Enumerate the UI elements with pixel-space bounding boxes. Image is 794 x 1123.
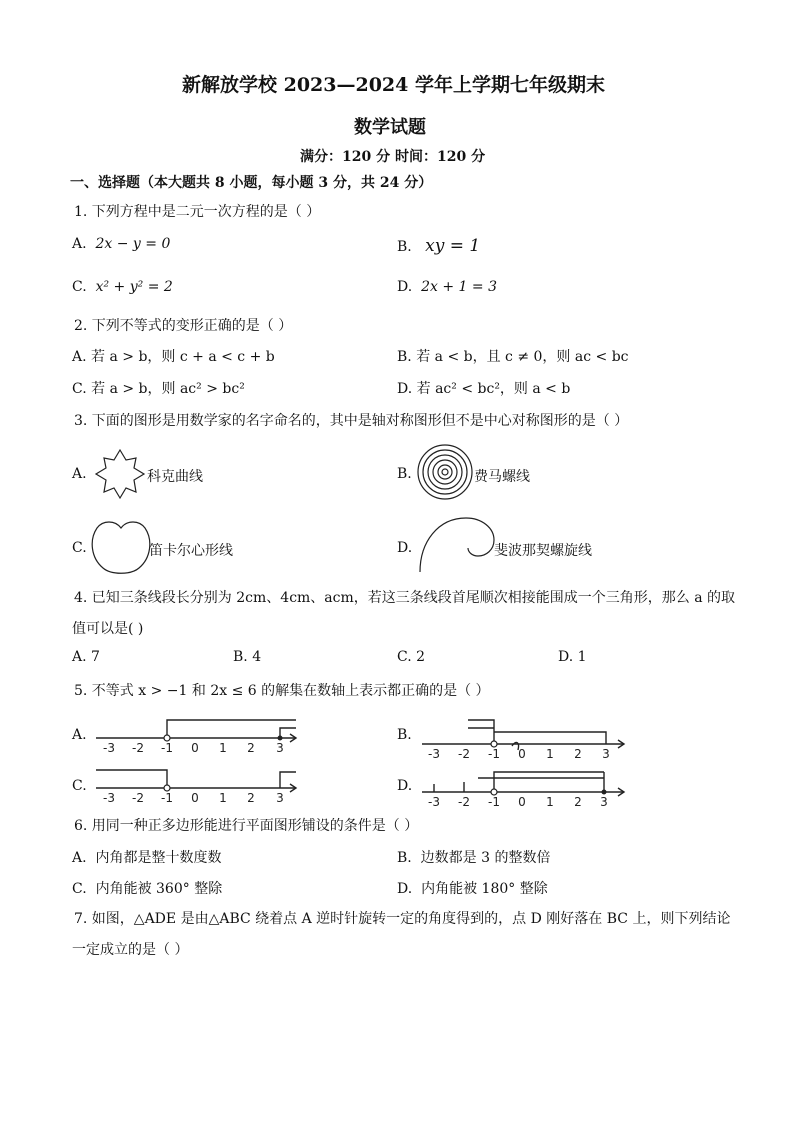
tick-label: 0 <box>518 747 526 760</box>
cardioid-figure <box>89 518 153 576</box>
tick-label: 1 <box>546 747 554 760</box>
question-3-stem: 3. 下面的图形是用数学家的名字命名的，其中是轴对称图形但不是中心对称图形的是（ ） <box>74 413 629 429</box>
page-title: 新解放学校 2023—2024 学年上学期七年级期末 <box>182 74 605 96</box>
q2-option-c[interactable]: C. 若 a > b，则 ac² > bc² <box>72 381 245 397</box>
q1-option-c[interactable]: C. x² + y² = 2 <box>72 279 173 295</box>
tick-label: -1 <box>488 747 500 760</box>
q6-option-b[interactable]: B. 边数都是 3 的整数倍 <box>397 850 551 866</box>
q6-option-c[interactable]: C. 内角能被 360° 整除 <box>72 881 223 897</box>
q4-option-c[interactable]: C. 2 <box>397 649 426 665</box>
tick-label: 3 <box>276 791 284 805</box>
tick-label: 3 <box>600 795 608 808</box>
question-4-stem-line2: 值可以是( ) <box>72 621 144 637</box>
number-line-c <box>94 764 306 806</box>
q3-option-c-text: 笛卡尔心形线 <box>149 543 233 559</box>
question-7-stem-line2: 一定成立的是（ ） <box>72 942 189 958</box>
q2-option-d[interactable]: D. 若 ac² < bc²，则 a < b <box>397 381 571 397</box>
tick-label: -2 <box>132 791 144 805</box>
q3-option-b-text: 费马螺线 <box>474 469 530 485</box>
tick-label: 0 <box>191 741 199 754</box>
tick-label: -1 <box>161 791 173 805</box>
q3-option-d-label[interactable]: D. <box>397 540 413 556</box>
tick-label: 1 <box>219 791 227 805</box>
tick-label: 1 <box>546 795 554 808</box>
tick-label: -1 <box>161 741 173 754</box>
question-1-stem: 1. 下列方程中是二元一次方程的是（ ） <box>74 204 321 220</box>
q4-option-a[interactable]: A. 7 <box>72 649 100 665</box>
tick-label: 2 <box>574 795 582 808</box>
q5-option-c-label[interactable]: C. <box>72 778 87 794</box>
tick-label: 1 <box>219 741 227 754</box>
tick-label: -2 <box>458 795 470 808</box>
koch-curve-figure <box>88 438 152 510</box>
q3-option-a-label[interactable]: A. <box>72 466 87 482</box>
tick-label: -1 <box>488 795 500 808</box>
number-line-d <box>420 762 630 808</box>
question-6-stem: 6. 用同一种正多边形能进行平面图形铺设的条件是（ ） <box>74 818 419 834</box>
q5-option-d-label[interactable]: D. <box>397 778 413 794</box>
q3-option-d-text: 斐波那契螺旋线 <box>494 543 592 559</box>
page-subtitle: 数学试题 <box>354 117 426 138</box>
q3-option-a-text: 科克曲线 <box>147 469 203 485</box>
tick-label: -2 <box>132 741 144 754</box>
tick-label: 0 <box>518 795 526 808</box>
tick-label: 2 <box>247 741 255 754</box>
q1-option-d[interactable]: D. 2x + 1 = 3 <box>397 279 497 295</box>
q4-option-d[interactable]: D. 1 <box>558 649 587 665</box>
tick-label: -3 <box>428 747 440 760</box>
q3-option-b-label[interactable]: B. <box>397 466 412 482</box>
question-4-stem-line1: 4. 已知三条线段长分别为 2cm、4cm、acm，若这三条线段首尾顺次相接能围成一个三角形，那么 a 的取 <box>74 590 736 606</box>
number-line-a <box>94 714 306 754</box>
tick-label: 2 <box>574 747 582 760</box>
q6-option-a[interactable]: A. 内角都是整十数度数 <box>72 850 222 866</box>
q6-option-d[interactable]: D. 内角能被 180° 整除 <box>397 881 548 897</box>
tick-label: 3 <box>602 747 610 760</box>
tick-label: -3 <box>428 795 440 808</box>
tick-label: -3 <box>103 741 115 754</box>
tick-label: 3 <box>276 741 284 754</box>
fibonacci-spiral-figure <box>418 514 498 574</box>
tick-label: 0 <box>191 791 199 805</box>
question-2-stem: 2. 下列不等式的变形正确的是（ ） <box>74 318 293 334</box>
q5-option-a-label[interactable]: A. <box>72 727 87 743</box>
number-line-b <box>420 716 630 760</box>
fermat-spiral-figure <box>416 443 474 501</box>
q1-option-a[interactable]: A. 2x − y = 0 <box>72 236 171 252</box>
q1-option-b[interactable]: B. xy = 1 <box>397 236 481 256</box>
question-5-stem: 5. 不等式 x > −1 和 2x ≤ 6 的解集在数轴上表示都正确的是（ ） <box>74 683 490 699</box>
tick-label: -2 <box>458 747 470 760</box>
tick-label: -3 <box>103 791 115 805</box>
q3-option-c-label[interactable]: C. <box>72 540 87 556</box>
q2-option-a[interactable]: A. 若 a > b，则 c + a < c + b <box>72 349 275 365</box>
section-heading: 一、选择题（本大题共 8 小题，每小题 3 分，共 24 分） <box>70 175 433 191</box>
q5-option-b-label[interactable]: B. <box>397 727 412 743</box>
score-time: 满分：120 分 时间：120 分 <box>300 149 486 165</box>
question-7-stem-line1: 7. 如图，△ADE 是由△ABC 绕着点 A 逆时针旋转一定的角度得到的，点 D 刚好落在 BC 上，则下列结论 <box>74 911 731 927</box>
tick-label: 2 <box>247 791 255 805</box>
q4-option-b[interactable]: B. 4 <box>233 649 262 665</box>
q2-option-b[interactable]: B. 若 a < b，且 c ≠ 0，则 ac < bc <box>397 349 629 365</box>
